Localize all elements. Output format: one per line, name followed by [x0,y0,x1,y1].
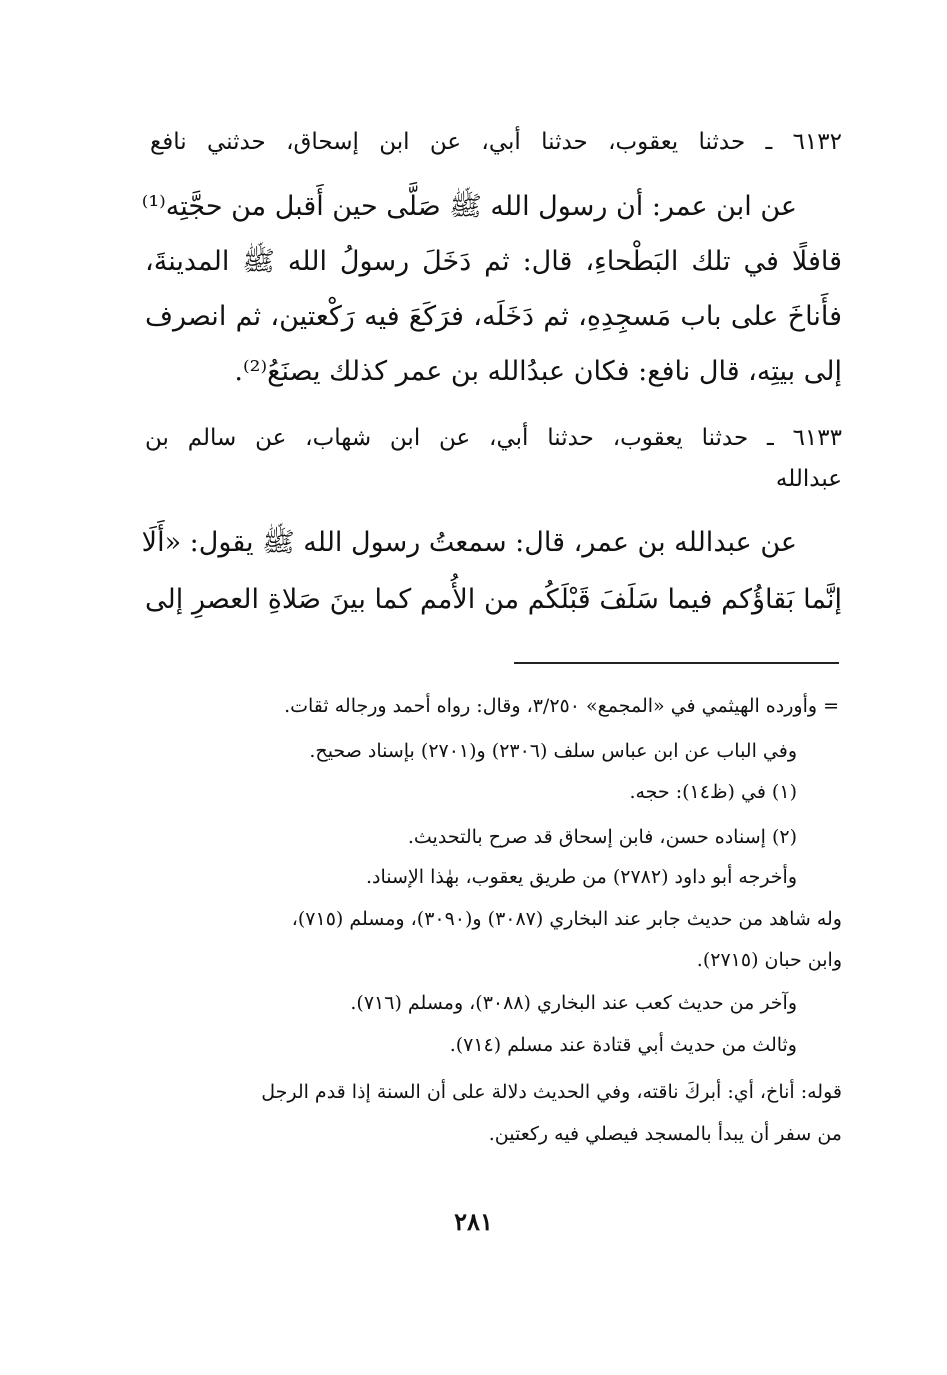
hadith-6133-matn-line-2: إنَّما بَقاؤُكم فيما سَلَفَ قَبْلَكُم من الأُمم كما بينَ صَلاةِ العصرِ إلى [145,584,842,615]
footnote-line-6: وله شاهد من حديث جابر عند البخاري (٣٠٨٧) و(٣٠٩٠)، ومسلم (٧١٥)، [291,908,842,930]
footnote-line-5: وأخرجه أبو داود (٢٧٨٢) من طريق يعقوب، بهٰذا الإسناد. [366,866,797,888]
footnote-line-11: من سفر أن يبدأ بالمسجد فيصلي فيه ركعتين. [488,1123,842,1145]
footnote-line-7: وابن حبان (٢٧١٥). [696,949,842,971]
hadith-6132-matn-line-2: قافلًا في تلك البَطْحاءِ، قال: ثم دَخَلَ رسولُ الله ﷺ المدينةَ، [145,246,842,277]
footnote-line-1: = وأورده الهيثمي في «المجمع» ٣/٢٥٠، وقال: رواه أحمد ورجاله ثقات. [284,695,839,717]
footnote-line-2: وفي الباب عن ابن عباس سلف (٢٣٠٦) و(٢٧٠١) بإسناد صحيح. [309,740,797,762]
hadith-6132-matn-line-1: عن ابن عمر: أن رسول الله ﷺ صَلَّى حين أَقبل من حجَّتِه⁽¹⁾ [141,191,797,222]
hadith-6132-isnad: ٦١٣٢ ـ حدثنا يعقوب، حدثنا أبي، عن ابن إسحاق، حدثني نافع [150,129,842,155]
hadith-6132-matn-line-4: إلى بيتِه، قال نافع: فكان عبدُالله بن عمر كذلك يصنَعُ⁽²⁾. [234,356,842,387]
footnote-line-3: (١) في (ظ١٤): حجه. [629,781,797,803]
footnote-line-10: قوله: أناخ، أي: أبركَ ناقته، وفي الحديث دلالة على أن السنة إذا قدم الرجل [261,1081,842,1103]
page-number: ٢٨١ [454,1207,493,1236]
footnote-divider [514,662,839,664]
footnote-line-8: وآخر من حديث كعب عند البخاري (٣٠٨٨)، ومسلم (٧١٦). [350,992,797,1014]
hadith-6133-isnad-line-1: ٦١٣٣ ـ حدثنا يعقوب، حدثنا أبي، عن ابن شهاب، عن سالم بن [145,425,842,451]
hadith-6133-matn-line-1: عن عبدالله بن عمر، قال: سمعتُ رسول الله ﷺ يقول: «أَلَا [141,527,797,558]
footnote-line-9: وثالث من حديث أبي قتادة عند مسلم (٧١٤). [449,1034,797,1056]
hadith-6133-isnad-line-2: عبدالله [775,466,842,492]
footnote-line-4: (٢) إسناده حسن، فابن إسحاق قد صرح بالتحديث. [407,826,797,848]
hadith-6132-matn-line-3: فأَناخَ على باب مَسجِدِهِ، ثم دَخَلَه، فرَكَعَ فيه رَكْعتين، ثم انصرف [145,301,842,332]
